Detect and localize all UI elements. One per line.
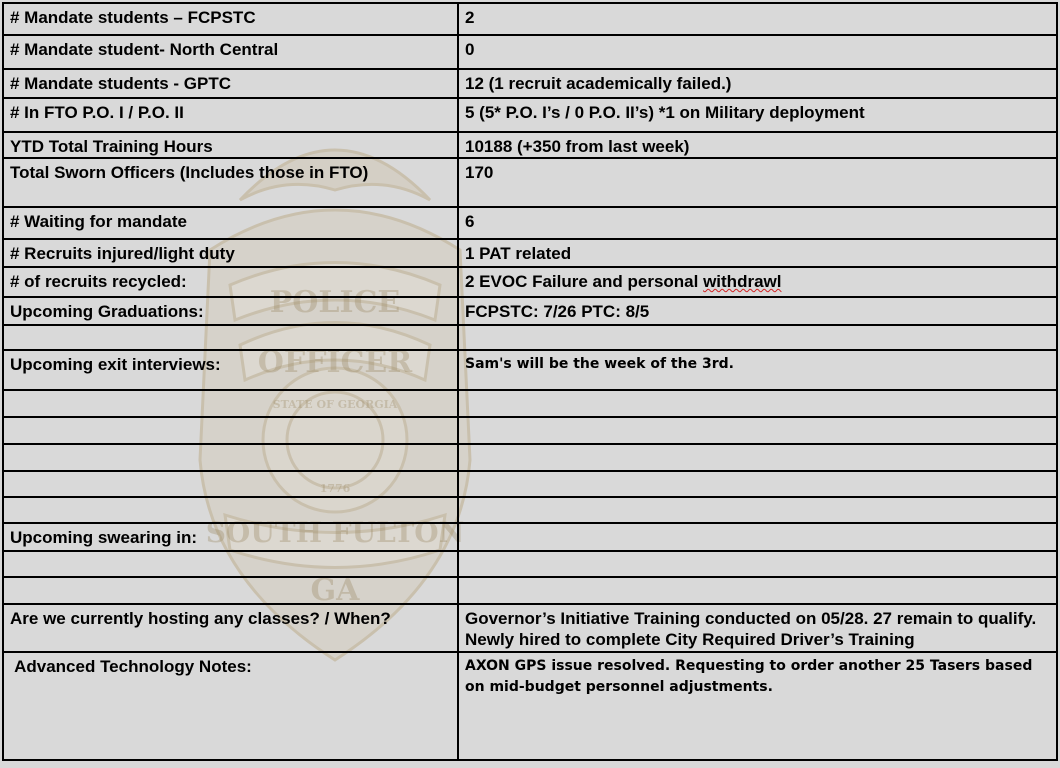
row-value bbox=[458, 444, 1057, 471]
training-report-table bbox=[2, 2, 1058, 761]
spellcheck-flagged-word: withdrawl bbox=[703, 272, 782, 291]
row-label: # Mandate student- North Central bbox=[3, 35, 458, 69]
row-value bbox=[458, 577, 1057, 604]
row-label: # In FTO P.O. I / P.O. II bbox=[3, 98, 458, 132]
row-label: Upcoming exit interviews: bbox=[3, 350, 458, 390]
table-row bbox=[3, 577, 1057, 604]
table-row bbox=[3, 497, 1057, 523]
badge-city-text: SOUTH FULTON bbox=[205, 516, 465, 549]
row-label bbox=[3, 577, 458, 604]
row-label: Upcoming swearing in: bbox=[3, 523, 458, 551]
table-row bbox=[3, 239, 1057, 267]
row-label: # Mandate students - GPTC bbox=[3, 69, 458, 98]
table-row bbox=[3, 158, 1057, 207]
row-label bbox=[3, 444, 458, 471]
row-label: Upcoming Graduations: bbox=[3, 297, 458, 325]
row-value bbox=[458, 267, 1057, 297]
row-label: # Recruits injured/light duty bbox=[3, 239, 458, 267]
row-label bbox=[3, 390, 458, 417]
row-value bbox=[458, 417, 1057, 444]
badge-officer-text: OFFICER bbox=[257, 345, 413, 380]
row-label bbox=[3, 497, 458, 523]
table-row bbox=[3, 267, 1057, 297]
row-value: 10188 (+350 from last week) bbox=[458, 132, 1057, 158]
table-row bbox=[3, 35, 1057, 69]
row-value: 0 bbox=[458, 35, 1057, 69]
row-value: FCPSTC: 7/26 PTC: 8/5 bbox=[458, 297, 1057, 325]
row-value-text: 2 EVOC Failure and personal bbox=[465, 272, 704, 291]
row-value bbox=[458, 551, 1057, 577]
badge-seal-year: 1776 bbox=[319, 482, 351, 495]
table-row bbox=[3, 471, 1057, 497]
badge-state-text: GA bbox=[310, 573, 360, 608]
row-label bbox=[3, 551, 458, 577]
row-value: 5 (5* P.O. I’s / 0 P.O. II’s) *1 on Military deployment bbox=[458, 98, 1057, 132]
badge-police-text: POLICE bbox=[269, 285, 401, 320]
row-value: 2 bbox=[458, 3, 1057, 35]
row-label: Are we currently hosting any classes? / When? bbox=[3, 604, 458, 652]
table-row bbox=[3, 652, 1057, 760]
table-row bbox=[3, 132, 1057, 158]
row-value bbox=[458, 523, 1057, 551]
row-label: YTD Total Training Hours bbox=[3, 132, 458, 158]
row-label: # Mandate students – FCPSTC bbox=[3, 3, 458, 35]
row-label: # Waiting for mandate bbox=[3, 207, 458, 239]
table-row bbox=[3, 69, 1057, 98]
table-row bbox=[3, 350, 1057, 390]
table-row bbox=[3, 207, 1057, 239]
row-value bbox=[458, 471, 1057, 497]
row-value bbox=[458, 325, 1057, 350]
table-row bbox=[3, 444, 1057, 471]
row-value: 6 bbox=[458, 207, 1057, 239]
table-row bbox=[3, 417, 1057, 444]
table-row bbox=[3, 297, 1057, 325]
row-value bbox=[458, 390, 1057, 417]
row-value: 170 bbox=[458, 158, 1057, 207]
table-row bbox=[3, 98, 1057, 132]
row-label: Advanced Technology Notes: bbox=[3, 652, 458, 760]
row-value: 1 PAT related bbox=[458, 239, 1057, 267]
row-value: Governor’s Initiative Training conducted on 05/28. 27 remain to qualify. Newly hired to complete City Required Driver’s Training bbox=[458, 604, 1057, 652]
table-row bbox=[3, 3, 1057, 35]
table-row bbox=[3, 325, 1057, 350]
row-label bbox=[3, 325, 458, 350]
table-row bbox=[3, 604, 1057, 652]
table-row bbox=[3, 523, 1057, 551]
row-value bbox=[458, 497, 1057, 523]
row-label bbox=[3, 417, 458, 444]
row-label: # of recruits recycled: bbox=[3, 267, 458, 297]
table-row bbox=[3, 390, 1057, 417]
row-label bbox=[3, 471, 458, 497]
row-value: Sam's will be the week of the 3rd. bbox=[458, 350, 1057, 390]
table-row bbox=[3, 551, 1057, 577]
row-value: 12 (1 recruit academically failed.) bbox=[458, 69, 1057, 98]
badge-seal-text: STATE OF GEORGIA bbox=[272, 398, 398, 411]
row-label: Total Sworn Officers (Includes those in FTO) bbox=[3, 158, 458, 207]
row-value: AXON GPS issue resolved. Requesting to order another 25 Tasers based on mid-budget personnel adjustments. bbox=[458, 652, 1057, 760]
